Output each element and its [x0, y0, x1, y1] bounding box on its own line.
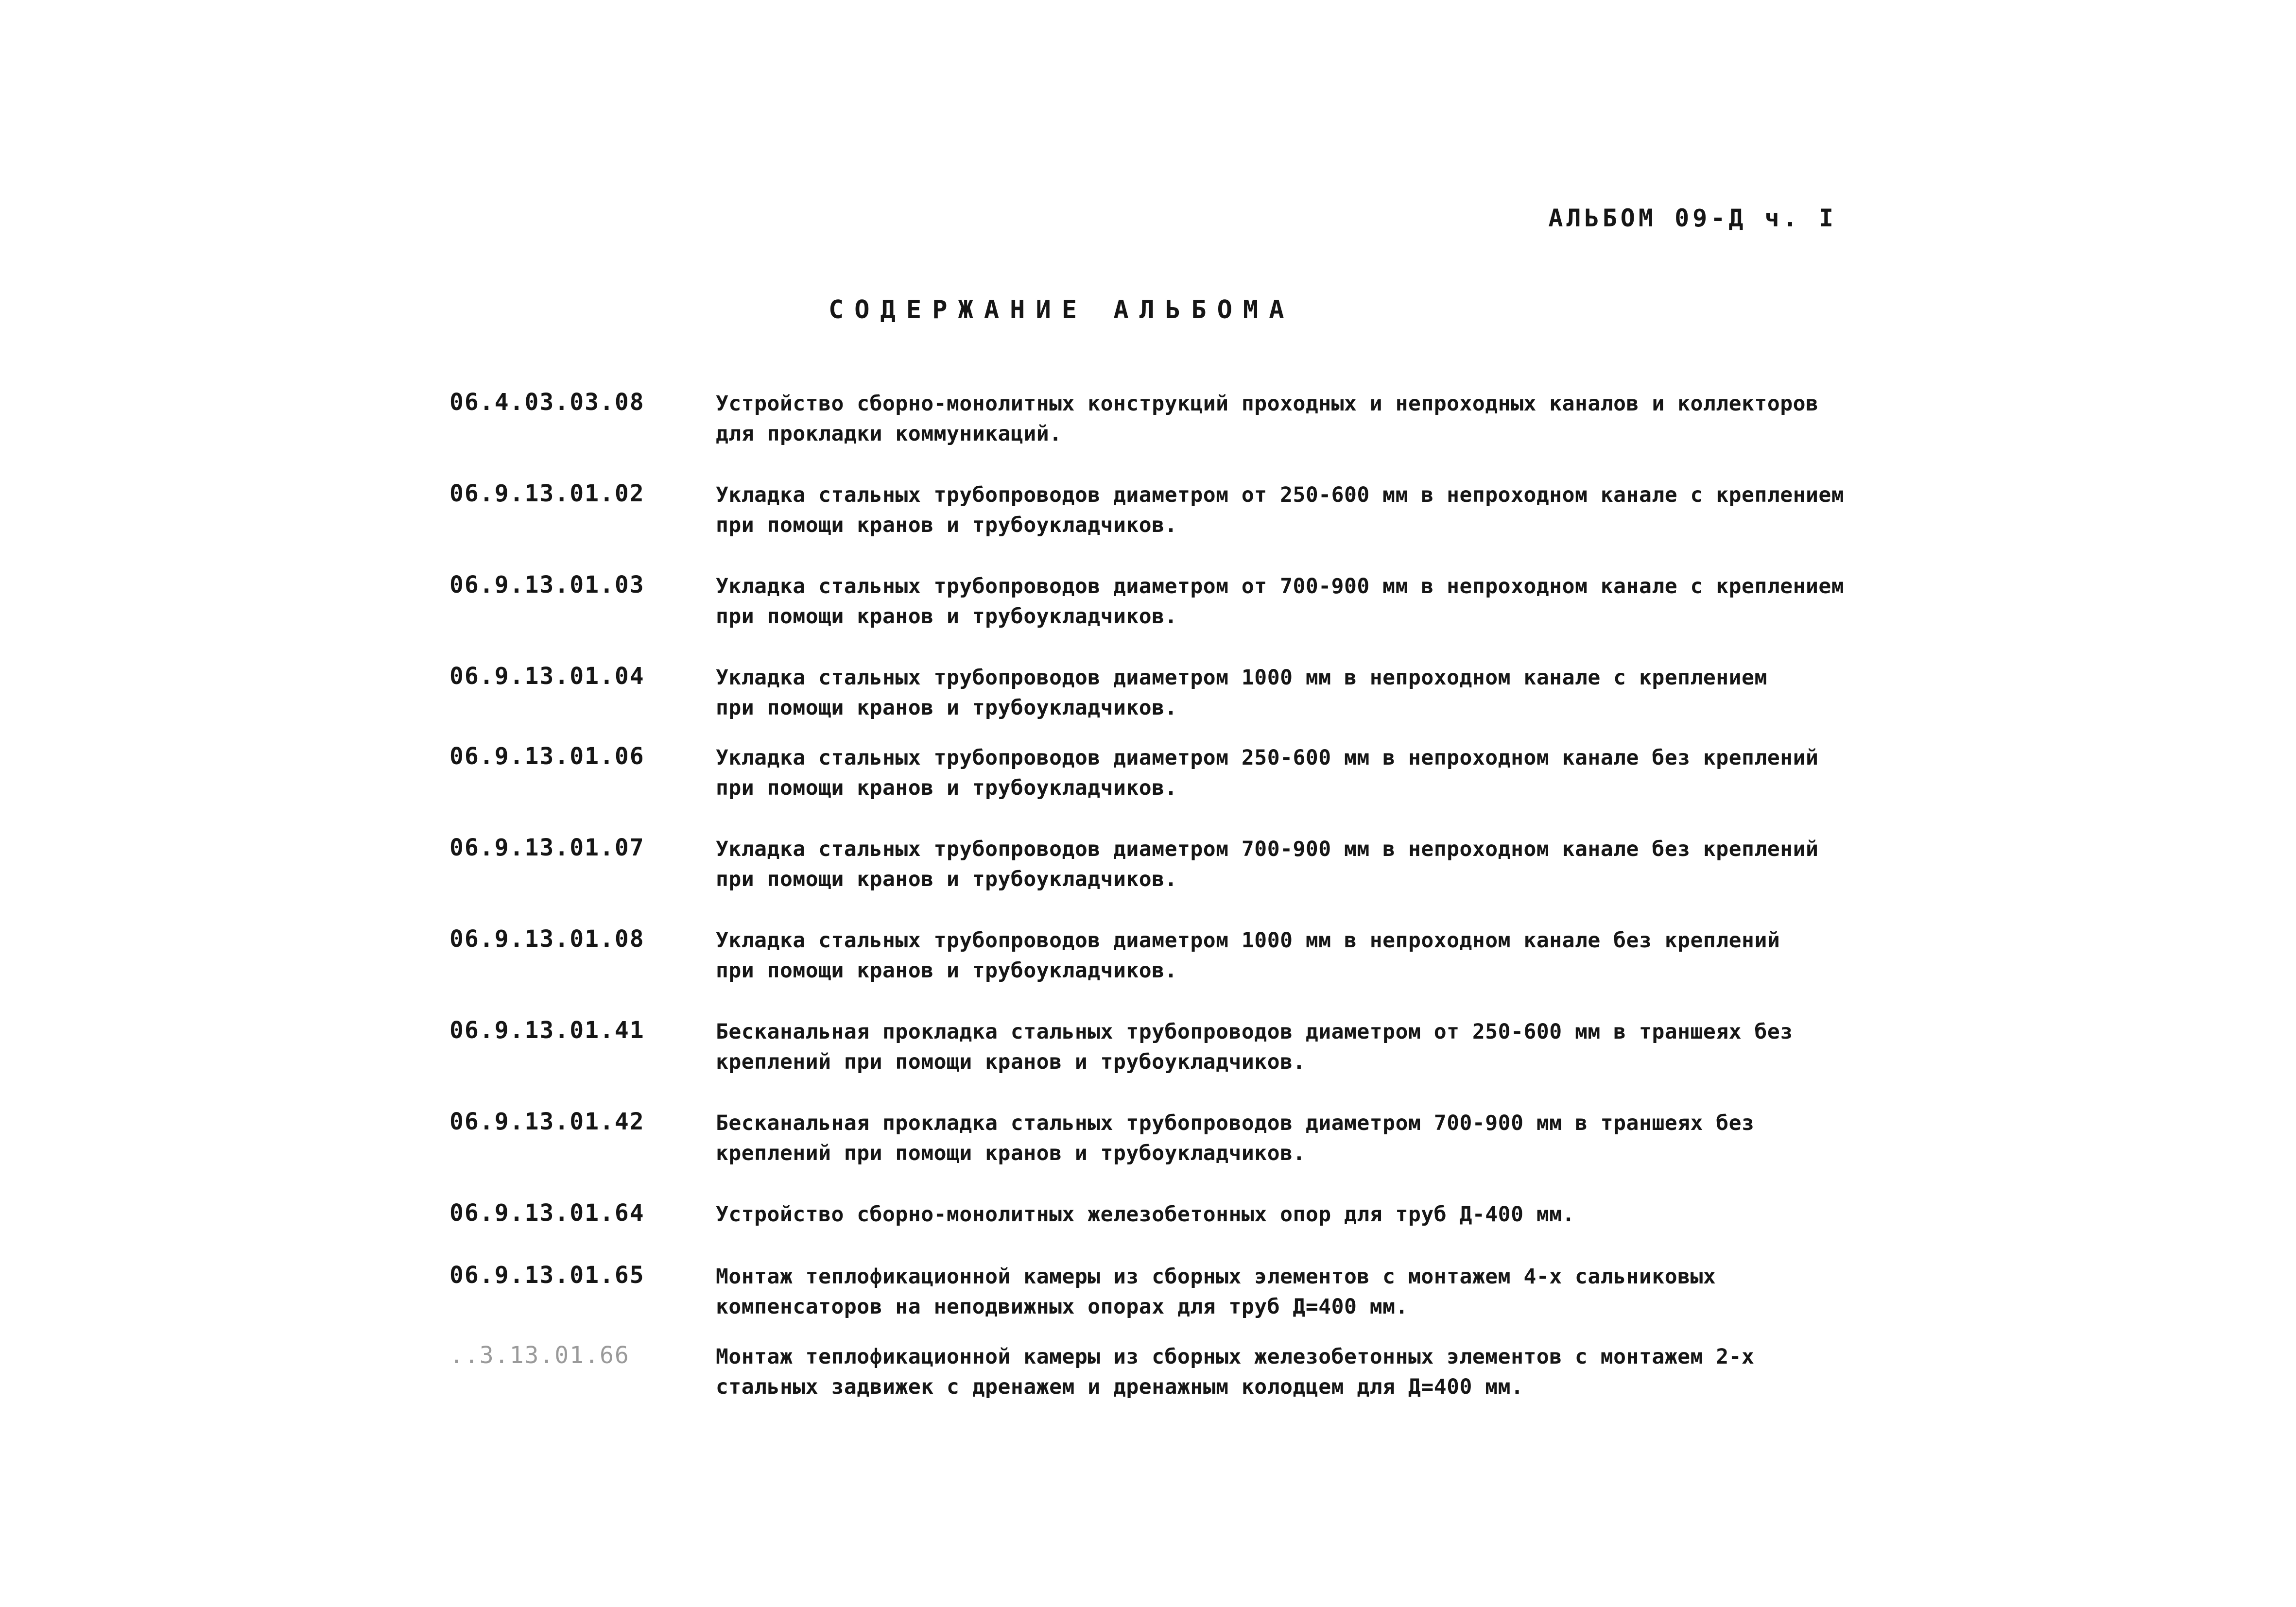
entry-description-line: Укладка стальных трубопроводов диаметром от 250-600 мм в непроходном канале с креплением: [716, 483, 1845, 507]
entry-description: [716, 1342, 1872, 1402]
entry-code: ..3.13.01.66: [449, 1342, 630, 1369]
entry-description-line: Укладка стальных трубопроводов диаметром 1000 мм в непроходном канале без креплений: [716, 928, 1780, 953]
entry-description-line: Укладка стальных трубопроводов диаметром 700-900 мм в непроходном канале без креплений: [716, 837, 1819, 861]
entry-description-line: Укладка стальных трубопроводов диаметром от 700-900 мм в непроходном канале с креплением: [716, 574, 1845, 598]
entry-code: 06.9.13.01.42: [449, 1108, 645, 1135]
entry-description-line: креплений при помощи кранов и трубоукладчиков.: [716, 1050, 1306, 1074]
entry-description-line: Устройство сборно-монолитных конструкций проходных и непроходных каналов и коллекторов: [716, 392, 1819, 416]
entry-description-line: при помощи кранов и трубоукладчиков.: [716, 776, 1177, 800]
page-title: СОДЕРЖАНИЕ АЛЬБОМА: [829, 295, 1295, 325]
toc-entry: [449, 480, 1907, 571]
entry-description: [716, 480, 1872, 540]
entry-description-line: компенсаторов на неподвижных опорах для труб Д=400 мм.: [716, 1295, 1408, 1319]
toc-entry: [449, 1342, 1907, 1433]
entry-description-line: при помощи кранов и трубоукладчиков.: [716, 696, 1177, 720]
entry-description: [716, 1262, 1872, 1322]
entry-description-line: Монтаж теплофикационной камеры из сборных железобетонных элементов с монтажем 2-х: [716, 1345, 1755, 1369]
entry-description-line: Укладка стальных трубопроводов диаметром 1000 мм в непроходном канале с креплением: [716, 666, 1767, 690]
entry-description-line: Устройство сборно-монолитных железобетонных опор для труб Д-400 мм.: [716, 1202, 1575, 1227]
toc-entry: [449, 925, 1907, 1017]
album-code: АЛЬБОМ 09-Д ч. I: [1548, 204, 1837, 232]
entry-code: 06.9.13.01.08: [449, 925, 645, 953]
entry-code: 06.4.03.03.08: [449, 389, 645, 416]
entry-description-line: при помощи кранов и трубоукладчиков.: [716, 867, 1177, 891]
entry-code: 06.9.13.01.41: [449, 1017, 645, 1044]
entry-code: 06.9.13.01.02: [449, 480, 645, 507]
entry-description: [716, 1199, 1872, 1230]
entry-description: [716, 743, 1872, 803]
entry-code: 06.9.13.01.64: [449, 1199, 645, 1227]
toc-entry: [449, 1108, 1907, 1199]
entry-description: [716, 834, 1872, 894]
entry-description-line: Монтаж теплофикационной камеры из сборных элементов с монтажем 4-х сальниковых: [716, 1265, 1716, 1289]
entry-description: [716, 571, 1872, 632]
toc-entry: [449, 834, 1907, 925]
entry-description-line: при помощи кранов и трубоукладчиков.: [716, 604, 1177, 629]
toc-entry: [449, 1199, 1907, 1262]
entry-description: [716, 1108, 1872, 1168]
toc-entry: [449, 743, 1907, 834]
entry-description-line: Бесканальная прокладка стальных трубопроводов диаметром от 250-600 мм в траншеях без: [716, 1020, 1793, 1044]
entry-description-line: при помощи кранов и трубоукладчиков.: [716, 513, 1177, 537]
entry-description: [716, 1017, 1872, 1077]
toc-entry: [449, 1262, 1907, 1342]
entry-description-line: при помощи кранов и трубоукладчиков.: [716, 958, 1177, 983]
toc-entry: [449, 1017, 1907, 1108]
entry-description: [716, 389, 1872, 449]
entry-code: 06.9.13.01.06: [449, 743, 645, 770]
entry-description-line: Бесканальная прокладка стальных трубопроводов диаметром 700-900 мм в траншеях без: [716, 1111, 1755, 1135]
entry-code: 06.9.13.01.03: [449, 571, 645, 598]
entry-description-line: креплений при помощи кранов и трубоукладчиков.: [716, 1141, 1306, 1165]
toc-entry: [449, 571, 1907, 663]
toc-entry: [449, 389, 1907, 480]
entry-description-line: стальных задвижек с дренажем и дренажным колодцем для Д=400 мм.: [716, 1375, 1524, 1399]
entry-description: [716, 925, 1872, 986]
entry-code: 06.9.13.01.07: [449, 834, 645, 861]
toc-entry: [449, 663, 1907, 743]
entry-description-line: Укладка стальных трубопроводов диаметром 250-600 мм в непроходном канале без креплений: [716, 746, 1819, 770]
entry-code: 06.9.13.01.04: [449, 663, 645, 690]
entry-code: 06.9.13.01.65: [449, 1262, 645, 1289]
entry-description-line: для прокладки коммуникаций.: [716, 422, 1062, 446]
entry-description: [716, 663, 1872, 723]
table-of-contents: [449, 389, 1907, 1433]
